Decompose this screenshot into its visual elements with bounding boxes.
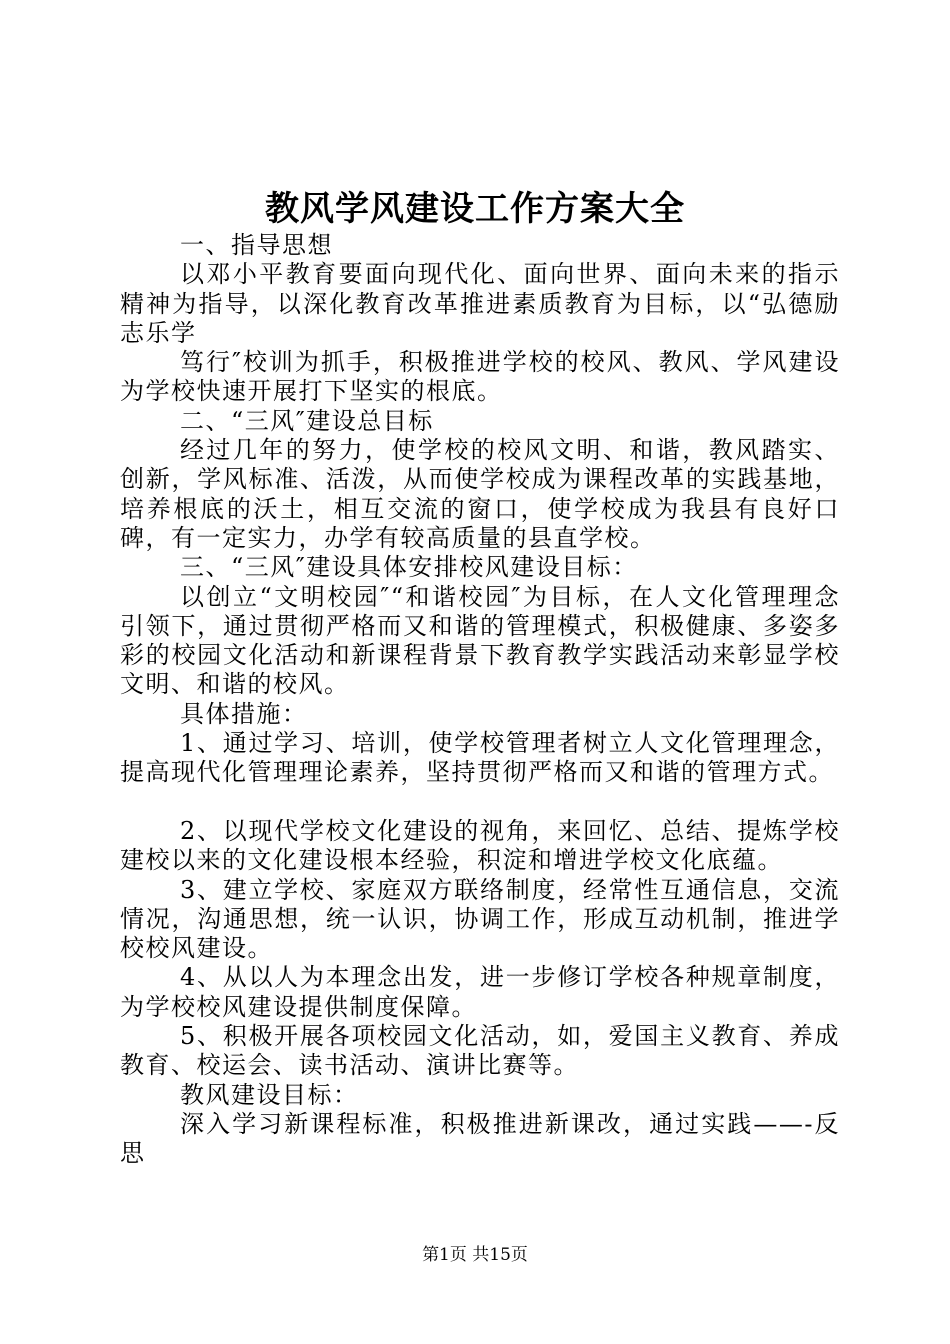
paragraph-guiding-ideology: 以邓小平教育要面向现代化、面向世界、面向未来的指示精神为指导，以深化教育改革推进素质教育为目标，以“弘德励志乐学 [120,260,840,347]
paragraph-teaching-style-goal: 深入学习新课程标准，积极推进新课改，通过实践——-反思 [120,1109,840,1168]
list-item-measure-2: 2、以现代学校文化建设的视角，来回忆、总结、提炼学校建校以来的文化建设根本经验，积淀和增进学校文化底蕴。 [120,816,840,875]
paragraph-school-motto: 笃行″校训为抓手，积极推进学校的校风、教风、学风建设为学校快速开展打下坚实的根底。 [120,348,840,406]
page-number: 第1页 共15页 [422,1245,528,1265]
paragraph-overall-goal: 经过几年的努力，使学校的校风文明、和谐，教风踏实、创新，学风标准、活泼，从而使学校成为课程改革的实践基地，培养根底的沃土，相互交流的窗口，使学校成为我县有良好口碑，有一定实力，办学有较高质量的县直学校。 [120,436,840,552]
document-title: 教风学风建设工作方案大全 [265,189,685,229]
blank-line [120,788,840,817]
list-item-measure-1: 1、通过学习、培训，使学校管理者树立人文化管理理念，提高现代化管理理论素养，坚持贯彻严格而又和谐的管理方式。 [120,729,840,787]
list-item-measure-3: 3、建立学校、家庭双方联络制度，经常性互通信息，交流情况，沟通思想，统一认识，协调工作，形成互动机制，推进学校校风建设。 [120,875,840,963]
list-item-measure-5: 5、积极开展各项校园文化活动，如，爱国主义教育、养成教育、校运会、读书活动、演讲比赛等。 [120,1022,840,1080]
heading-overall-goal: 二、“三风″建设总目标 [180,406,434,435]
document-body [120,231,840,1169]
paragraph-school-spirit-goal: 以创立“文明校园″“和谐校园″为目标，在人文化管理理念引领下，通过贯彻严格而又和谐的管理模式，积极健康、多姿多彩的校园文化活动和新课程背景下教育教学实践活动来彰显学校文明、和谐的校风。 [120,582,840,699]
list-item-measure-4: 4、从以人为本理念出发，进一步修订学校各种规章制度，为学校校风建设提供制度保障。 [120,963,840,1021]
heading-guiding-ideology: 一、指导思想 [180,231,333,259]
heading-teaching-style-goal: 教风建设目标： [180,1080,359,1109]
heading-school-spirit-goal: 三、“三风″建设具体安排校风建设目标： [180,553,638,582]
heading-specific-measures: 具体措施： [180,699,308,728]
